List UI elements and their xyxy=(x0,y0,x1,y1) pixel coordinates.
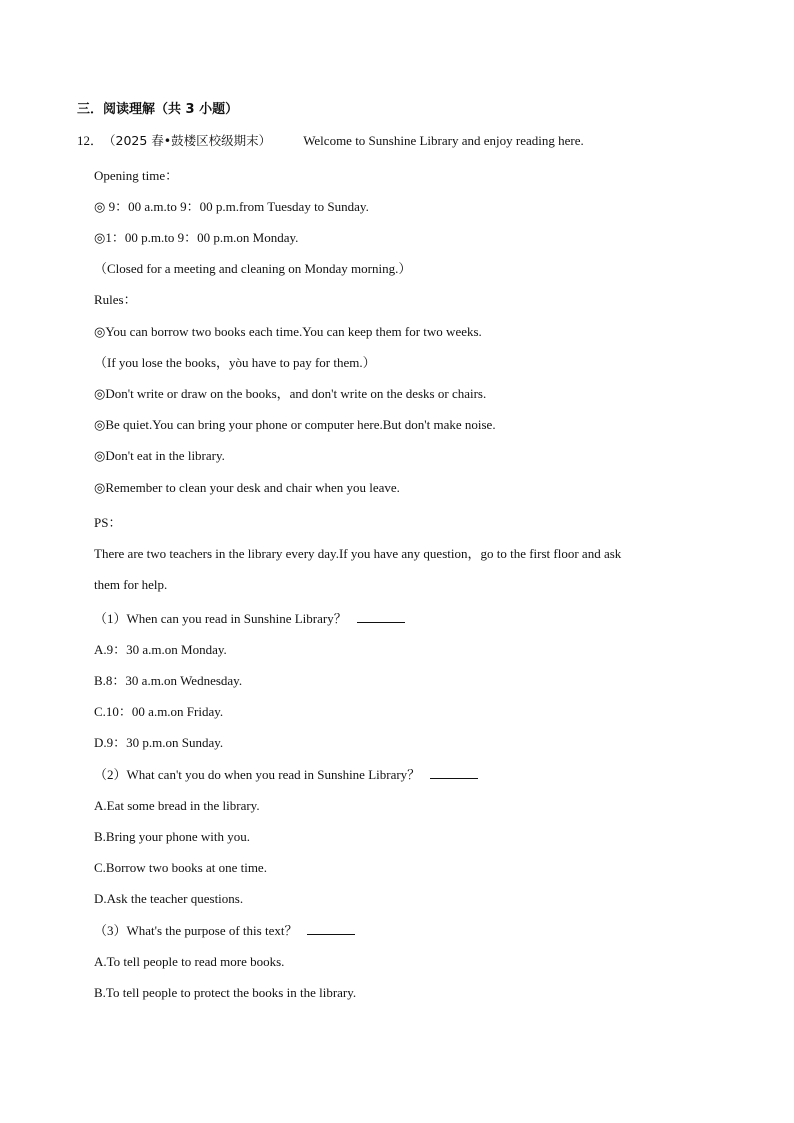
question-2-option-a: A.Eat some bread in the library. xyxy=(94,798,260,813)
rule-2: ◎Don't write or draw on the books，and don't write on the desks or chairs. xyxy=(94,386,487,401)
opening-time-label: Opening time： xyxy=(94,168,179,183)
question-stem-text: （1）When can you read in Sunshine Library？ xyxy=(94,611,347,626)
rule-1-note: （If you lose the books，yòu have to pay for them.） xyxy=(94,355,376,370)
question-3-option-a: A.To tell people to read more books. xyxy=(94,954,285,969)
section-title: 三．阅读理解（共 3 小题） xyxy=(77,102,239,117)
answer-blank[interactable] xyxy=(307,922,355,935)
question-2-stem xyxy=(94,766,478,783)
question-header xyxy=(77,133,584,149)
question-2-option-b: B.Bring your phone with you. xyxy=(94,829,250,844)
rule-3: ◎Be quiet.You can bring your phone or computer here.But don't make noise. xyxy=(94,417,496,432)
question-source: （2025 春•鼓楼区校级期末） xyxy=(103,133,272,148)
question-2-option-d: D.Ask the teacher questions. xyxy=(94,891,244,906)
question-number: 12． xyxy=(77,133,104,148)
question-1-stem xyxy=(94,610,405,627)
question-stem-text: （3）What's the purpose of this text？ xyxy=(94,923,298,938)
rule-1: ◎You can borrow two books each time.You can keep them for two weeks. xyxy=(94,324,482,339)
question-stem-text: （2）What can't you do when you read in Sunshine Library？ xyxy=(94,767,421,782)
question-2-option-c: C.Borrow two books at one time. xyxy=(94,860,267,875)
question-1-option-b: B.8：30 a.m.on Wednesday. xyxy=(94,673,243,688)
question-3-option-b: B.To tell people to protect the books in the library. xyxy=(94,985,357,1000)
question-1-option-d: D.9：30 p.m.on Sunday. xyxy=(94,735,224,750)
question-3-stem xyxy=(94,922,355,939)
passage-intro: Welcome to Sunshine Library and enjoy reading here. xyxy=(303,133,584,148)
rule-5: ◎Remember to clean your desk and chair when you leave. xyxy=(94,480,400,495)
answer-blank[interactable] xyxy=(357,610,405,623)
rules-label: Rules： xyxy=(94,292,137,307)
answer-blank[interactable] xyxy=(430,766,478,779)
ps-line-1: There are two teachers in the library every day.If you have any question，go to the first floor and ask xyxy=(94,546,622,561)
question-1-option-a: A.9：30 a.m.on Monday. xyxy=(94,642,227,657)
opening-time-note: （Closed for a meeting and cleaning on Monday morning.） xyxy=(94,261,412,276)
rule-4: ◎Don't eat in the library. xyxy=(94,448,225,463)
opening-time-1: ◎ 9：00 a.m.to 9：00 p.m.from Tuesday to Sunday. xyxy=(94,199,369,214)
ps-label: PS： xyxy=(94,515,122,530)
opening-time-2: ◎1：00 p.m.to 9：00 p.m.on Monday. xyxy=(94,230,299,245)
ps-line-2: them for help. xyxy=(94,577,168,592)
question-1-option-c: C.10：00 a.m.on Friday. xyxy=(94,704,224,719)
